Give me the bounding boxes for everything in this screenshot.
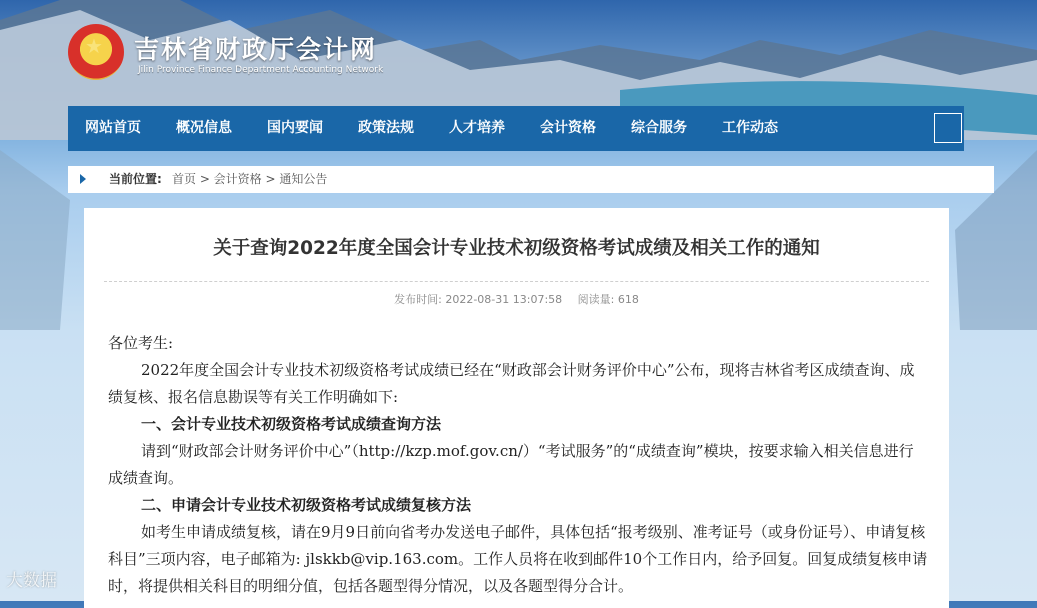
- section-1-paragraph: 请到“财政部会计财务评价中心”（http://kzp.mof.gov.cn/）“考试服务”的“成绩查询”模块，按要求输入相关信息进行成绩查询。: [108, 442, 914, 487]
- section-heading-2: 二、申请会计专业技术初级资格考试成绩复核方法: [141, 496, 472, 514]
- nav-item-services[interactable]: 综合服务: [631, 120, 687, 136]
- nav-search-button[interactable]: [934, 113, 962, 143]
- national-emblem-icon: ★: [68, 24, 124, 80]
- nav-item-talent[interactable]: 人才培养: [449, 120, 505, 136]
- title-divider: [104, 281, 929, 282]
- publish-time: 发布时间: 2022-08-31 13:07:58: [394, 293, 563, 306]
- section-2-paragraph: 如考生申请成绩复核，请在9月9日前向省考办发送电子邮件，具体包括“报考级别、准考证号（或身份证号）、申请复核科目”三项内容，电子邮箱为: jlskkb@vip.163.com。工作人员将在收到邮件10个工作日内，给予回复。回复成绩复核申请时，将提供相关科目的明细分值，包括各题型得分情况，以及各题型得分合计。: [108, 523, 928, 595]
- salutation: 各位考生:: [108, 334, 174, 352]
- article-title: 关于查询2022年度全国会计专业技术初级资格考试成绩及相关工作的通知: [213, 238, 820, 259]
- main-nav: [68, 106, 964, 151]
- site-title[interactable]: 吉林省财政厅会计网: [134, 35, 378, 64]
- intro-paragraph: 2022年度全国会计专业技术初级资格考试成绩已经在“财政部会计财务评价中心”公布，现将吉林省考区成绩查询、成绩复核、报名信息勘误等有关工作明确如下:: [108, 361, 915, 406]
- nav-item-work-news[interactable]: 工作动态: [722, 120, 778, 136]
- article-body: [108, 330, 928, 600]
- site-subtitle: Jilin Province Finance Department Accounting Network: [138, 65, 384, 75]
- view-count: 阅读量: 618: [577, 293, 639, 306]
- nav-item-policies[interactable]: 政策法规: [358, 120, 414, 136]
- breadcrumb-path[interactable]: 首页 > 会计资格 > 通知公告: [172, 172, 328, 186]
- article-meta: [84, 291, 949, 307]
- breadcrumb-arrow-icon: [80, 174, 86, 184]
- watermark: 大数据: [6, 571, 57, 591]
- nav-item-domestic-news[interactable]: 国内要闻: [267, 120, 323, 136]
- nav-item-home[interactable]: 网站首页: [85, 120, 141, 136]
- breadcrumb: [68, 166, 994, 193]
- nav-item-overview[interactable]: 概况信息: [176, 120, 232, 136]
- section-heading-1: 一、会计专业技术初级资格考试成绩查询方法: [141, 415, 442, 433]
- nav-item-qualification[interactable]: 会计资格: [540, 120, 596, 136]
- breadcrumb-label: 当前位置:: [109, 172, 162, 186]
- article-panel: [84, 208, 949, 608]
